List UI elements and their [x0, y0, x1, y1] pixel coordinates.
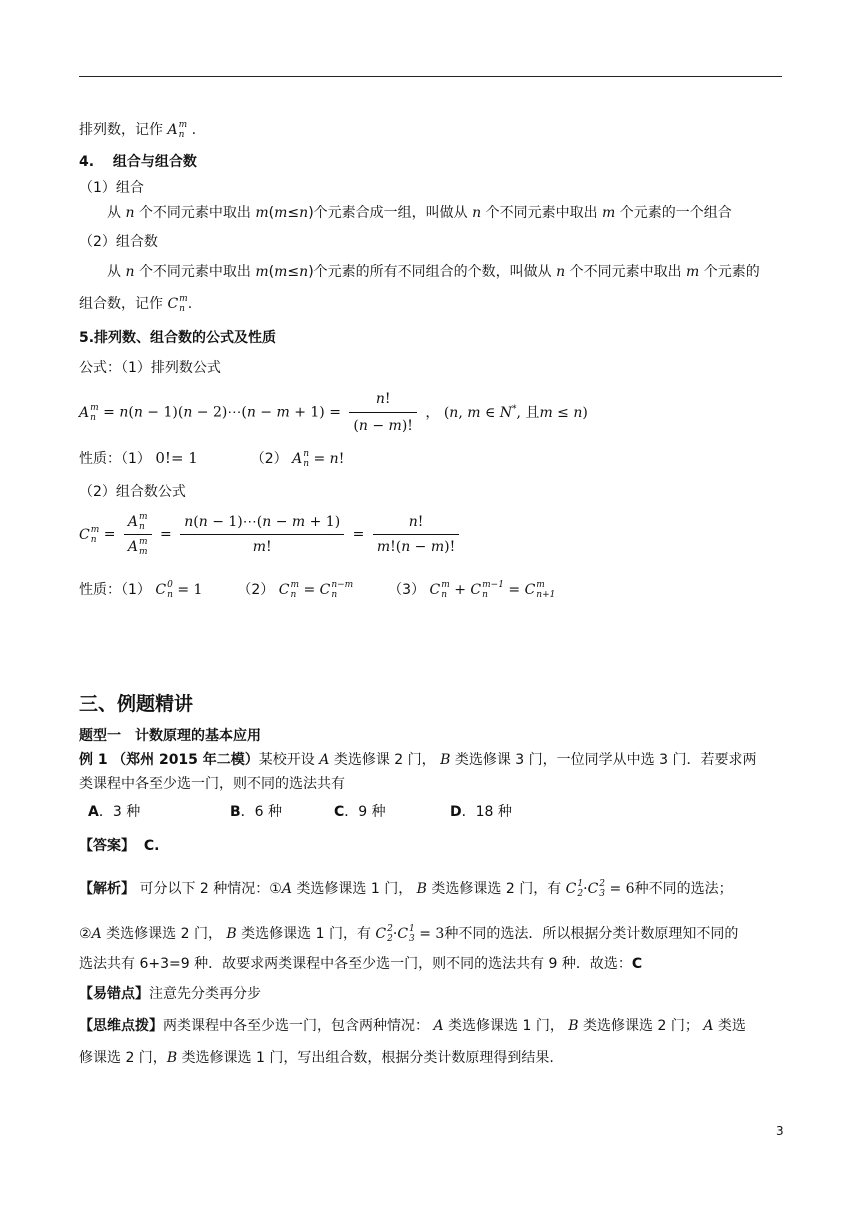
analysis-line-2: ②A 类选修课选 2 门， B 类选修课选 1 门，有 C 2 2 ·C 1 3 = 3种不同的选法．所以根据分类计数原理知不同的: [79, 924, 739, 944]
header-rule: [79, 76, 782, 77]
section-5-title: 5.排列数、组合数的公式及性质: [79, 330, 277, 346]
answer-line: 【答案】 C.: [79, 838, 160, 854]
analysis-line-3: 选法共有 6+3=9 种．故要求两类课程中各至少选一门，则不同的选法共有 9 种．故选：C: [79, 956, 643, 972]
sub-combination-number-label: （2）组合数: [79, 234, 158, 250]
option-a: A．3 种: [88, 804, 141, 820]
option-b: B．6 种: [230, 804, 283, 820]
thinking-tip-line-1: 【思维点拨】两类课程中各至少选一门，包含两种情况： A 类选修课选 1 门， B 类选修课选 2 门； A 类选: [79, 1018, 746, 1034]
combination-definition: 从 n 个不同元素中取出 m(m≤n)个元素合成一组，叫做从 n 个不同元素中取出 m 个元素的一个组合: [107, 205, 732, 221]
sub-combination-label: （1）组合: [79, 180, 144, 196]
combination-formula: C m n = A m n A m m = $\frac{n(n - 1)\cdots(n - m + 1)}{m!}$ = $\frac{n!}{m!(n - m)!}$: [79, 512, 463, 557]
arrangement-formula: A m n = n(n − 1)(n − 2)⋯(n − m + 1) = $\frac{n!}{(n - m)!}$ ， (n, m ∈ N*, 且m ≤ n): [79, 388, 588, 437]
option-c: C．9 种: [334, 804, 386, 820]
combination-number-definition: 从 n 个不同元素中取出 m(m≤n)个元素的所有不同组合的个数，叫做从 n 个不同元素中取出 m 个元素的: [107, 264, 760, 280]
formula-arrangement-label: 公式：（1）排列数公式: [79, 360, 221, 376]
section-3-heading: 三、例题精讲: [79, 693, 194, 715]
formula-A-n-m: A m n: [167, 120, 188, 140]
line-arrangement-notation: 排列数，记作 A m n .: [79, 120, 197, 140]
analysis-line-1: 【解析】 可分以下 2 种情况：①A 类选修课选 1 门， B 类选修课选 2 门，有 C 1 2 ·C 2 3 = 6种不同的选法；: [79, 879, 733, 899]
pitfall-line: 【易错点】注意先分类再分步: [79, 986, 261, 1002]
example-1-line-1: 例 1 （郑州 2015 年二模）某校开设 A 类选修课 2 门， B 类选修课 3 门，一位同学从中选 3 门．若要求两: [79, 752, 757, 768]
option-d: D．18 种: [450, 804, 512, 820]
page-number: 3: [776, 1124, 784, 1138]
section-4-title: 4. 组合与组合数: [79, 154, 197, 170]
formula-combination-label: （2）组合数公式: [79, 484, 186, 500]
answer-options: [88, 802, 512, 822]
combination-number-notation: 组合数，记作 C m n .: [79, 294, 193, 314]
question-type-title: 题型一 计数原理的基本应用: [79, 728, 261, 744]
thinking-tip-line-2: 修课选 2 门，B 类选修课选 1 门，写出组合数，根据分类计数原理得到结果.: [79, 1050, 554, 1066]
example-1-line-2: 类课程中各至少选一门，则不同的选法共有: [79, 776, 345, 792]
combination-properties: 性质：（1） C 0 n = 1 （2） C m n = C n−m n （3） C m n + C m−1 n = C m n+1: [79, 580, 556, 600]
arrangement-properties: 性质：（1） 0!= 1 （2） A n n = n!: [79, 449, 345, 469]
